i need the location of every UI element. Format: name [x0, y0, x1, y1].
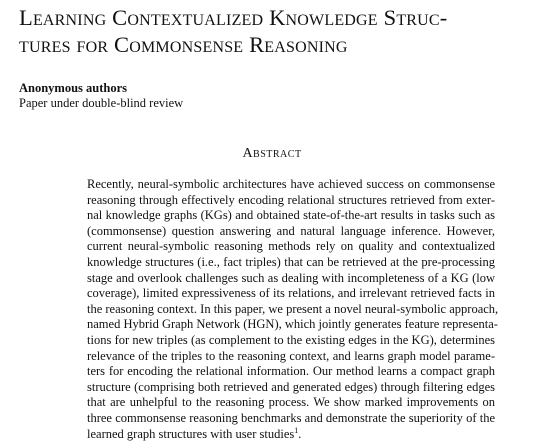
abstract-line: stage and overlook challenges such as dealing with incompleteness of a KG (low	[87, 271, 495, 287]
abstract-line: named Hybrid Graph Network (HGN), which jointly generates feature representa-	[87, 317, 495, 333]
title-line-2: tures for Commonsense Reasoning	[19, 31, 447, 58]
abstract-line: coverage), limited expressiveness of its relations, and irrelevant retrieved facts in	[87, 286, 495, 302]
author-block	[19, 81, 183, 111]
abstract-line: three commonsense reasoning benchmarks and demonstrate the superiority of the	[87, 411, 495, 427]
abstract-line: current neural-symbolic reasoning methods rely on quality and contextualized	[87, 239, 495, 255]
title-line-1: Learning Contextualized Knowledge Struc-	[19, 4, 447, 31]
footnote-marker: 1	[294, 425, 298, 434]
abstract-heading: Abstract	[0, 146, 544, 162]
abstract-line: knowledge structures (i.e., fact triples) that can be retrieved at the pre-processing	[87, 255, 495, 271]
abstract-line: tions for new triples (as complement to the existing edges in the KG), determines	[87, 333, 495, 349]
abstract-last-line	[87, 427, 495, 442]
abstract-line: that are unhelpful to the reasoning process. We show marked improvements on	[87, 395, 495, 411]
abstract-body	[87, 177, 495, 442]
review-note: Paper under double-blind review	[19, 96, 183, 111]
abstract-line-text: learned graph structures with user studies	[87, 427, 294, 441]
abstract-line: relevance of the triples to the reasoning context, and learns graph model parame-	[87, 349, 495, 365]
abstract-line: reasoning through effectively encoding relational structures retrieved from exter-	[87, 193, 495, 209]
abstract-line: ters for encoding the relational information. Our method learns a compact graph	[87, 364, 495, 380]
paper-title	[19, 4, 447, 58]
abstract-line: (commonsense) question answering and natural language inference. However,	[87, 224, 495, 240]
abstract-line: Recently, neural-symbolic architectures have achieved success on commonsense	[87, 177, 495, 193]
abstract-line: structure (comprising both retrieved and generated edges) through filtering edges	[87, 380, 495, 396]
final-punctuation: .	[298, 427, 301, 441]
author-names: Anonymous authors	[19, 81, 183, 96]
abstract-line: the reasoning context. In this paper, we present a novel neural-symbolic approach,	[87, 302, 495, 318]
abstract-line: nal knowledge graphs (KGs) and obtained state-of-the-art results in tasks such as	[87, 208, 495, 224]
